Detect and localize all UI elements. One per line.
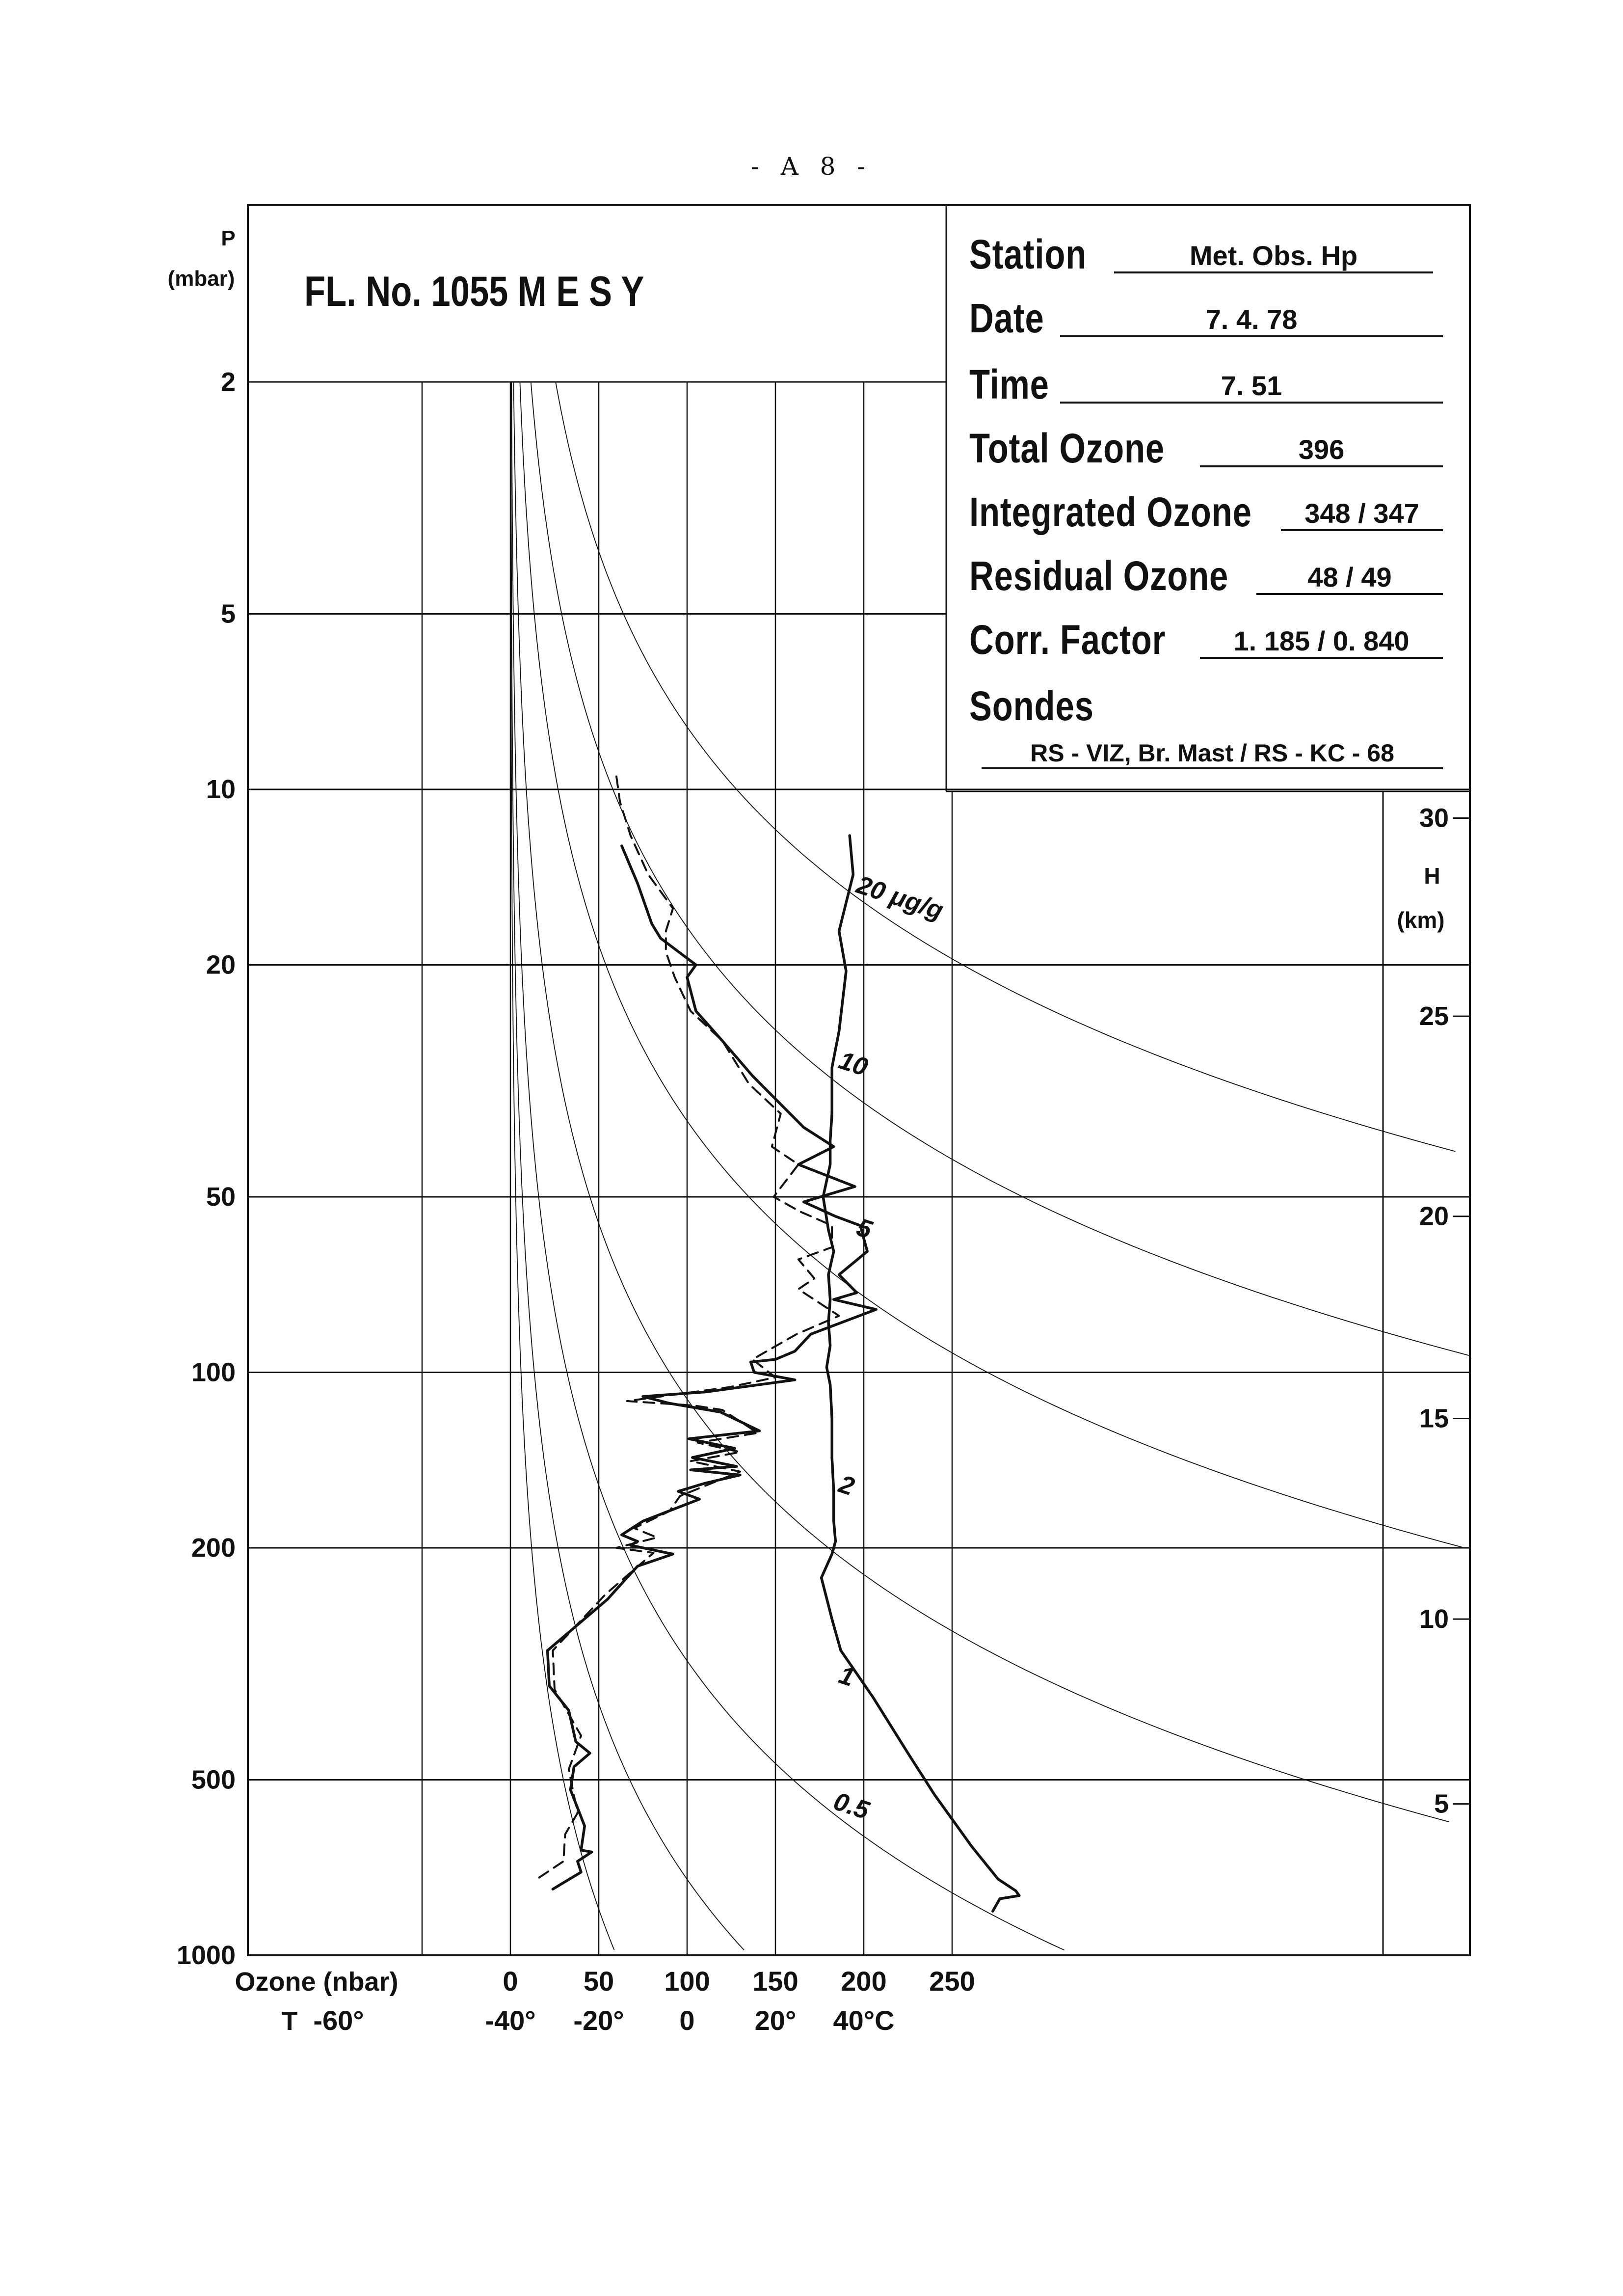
y-axis-label-p: P <box>221 226 236 250</box>
sondes-row <box>969 682 1450 730</box>
isoline-label: 10 <box>835 1046 872 1082</box>
ozone-tick-label: 0 <box>503 1966 518 1997</box>
page-number: - A 8 - <box>750 152 873 181</box>
temperature-tick-label: -60° <box>313 2005 364 2036</box>
pressure-tick-label: 10 <box>206 775 236 805</box>
pressure-tick-label: 100 <box>191 1357 236 1387</box>
height-tick-label: 15 <box>1419 1404 1449 1433</box>
temperature-tick-label: -20° <box>573 2005 624 2036</box>
integrated-ozone-row <box>969 488 1450 536</box>
pressure-tick-label: 1000 <box>176 1941 236 1970</box>
total-ozone-value: 396 <box>1200 433 1443 467</box>
ozone-tick-label: 250 <box>929 1966 975 1997</box>
date-value: 7. 4. 78 <box>1060 303 1443 337</box>
pressure-tick-label: 20 <box>206 950 236 980</box>
flight-number: FL. No. 1055 M E S Y <box>304 268 644 315</box>
ozone-tick-label: 150 <box>752 1966 798 1997</box>
pressure-tick-label: 5 <box>220 599 236 629</box>
corr-factor-row <box>969 616 1450 664</box>
height-tick-label: 20 <box>1419 1201 1449 1231</box>
residual-ozone-label: Residual Ozone <box>969 553 1229 599</box>
total-ozone-label: Total Ozone <box>969 425 1165 471</box>
residual-ozone-row <box>969 552 1450 600</box>
residual-ozone-value: 48 / 49 <box>1256 561 1443 595</box>
x-axis-label-ozone: Ozone (nbar) <box>235 1967 399 1997</box>
integrated-ozone-label: Integrated Ozone <box>969 489 1252 535</box>
temperature-tick-label: 0 <box>679 2005 695 2036</box>
sondes-value: RS - VIZ, Br. Mast / RS - KC - 68 <box>982 739 1443 769</box>
isoline-label: 0.5 <box>830 1787 873 1825</box>
h-axis-label: H <box>1424 863 1440 889</box>
time-row <box>969 361 1450 408</box>
isoline-label: 20 μg/g <box>853 870 947 925</box>
isoline-label: 5 <box>853 1213 876 1244</box>
h-axis-unit: (km) <box>1397 907 1445 933</box>
corr-factor-label: Corr. Factor <box>969 617 1166 663</box>
date-row <box>969 295 1450 342</box>
station-value: Met. Obs. Hp <box>1114 240 1433 273</box>
time-value: 7. 51 <box>1060 370 1443 404</box>
x-axis-label-temp: T <box>281 2006 298 2036</box>
time-label: Time <box>969 361 1049 407</box>
mixing-ratio-isoline <box>511 382 744 1950</box>
temperature-tick-label: 20° <box>754 2005 797 2036</box>
temperature-tick-label: 40°C <box>833 2005 895 2036</box>
ozone-tick-label: 100 <box>664 1966 710 1997</box>
date-label: Date <box>969 295 1044 341</box>
ozone-tick-label: 50 <box>583 1966 614 1997</box>
height-tick-label: 25 <box>1419 1001 1449 1031</box>
pressure-tick-label: 500 <box>191 1765 236 1795</box>
y-axis-label-unit: (mbar) <box>167 267 235 291</box>
sondes-label: Sondes <box>969 683 1094 729</box>
temperature-tick-label: -40° <box>485 2005 536 2036</box>
isoline-label: 1 <box>835 1660 858 1692</box>
station-row <box>969 231 1450 278</box>
data-series <box>537 777 1019 1912</box>
integrated-ozone-value: 348 / 347 <box>1281 497 1443 531</box>
total-ozone-row <box>969 425 1450 472</box>
isoline-label: 2 <box>835 1470 858 1502</box>
pressure-tick-label: 200 <box>191 1533 236 1563</box>
height-tick-label: 10 <box>1419 1604 1449 1634</box>
corr-factor-value: 1. 185 / 0. 840 <box>1200 625 1443 659</box>
ozone-tick-label: 200 <box>841 1966 887 1997</box>
station-label: Station <box>969 231 1087 277</box>
pressure-tick-label: 50 <box>206 1182 236 1212</box>
height-tick-label: 5 <box>1434 1789 1449 1819</box>
height-tick-label: 30 <box>1419 803 1449 833</box>
pressure-tick-label: 2 <box>220 367 236 397</box>
ozone-kc68-series <box>537 777 839 1879</box>
